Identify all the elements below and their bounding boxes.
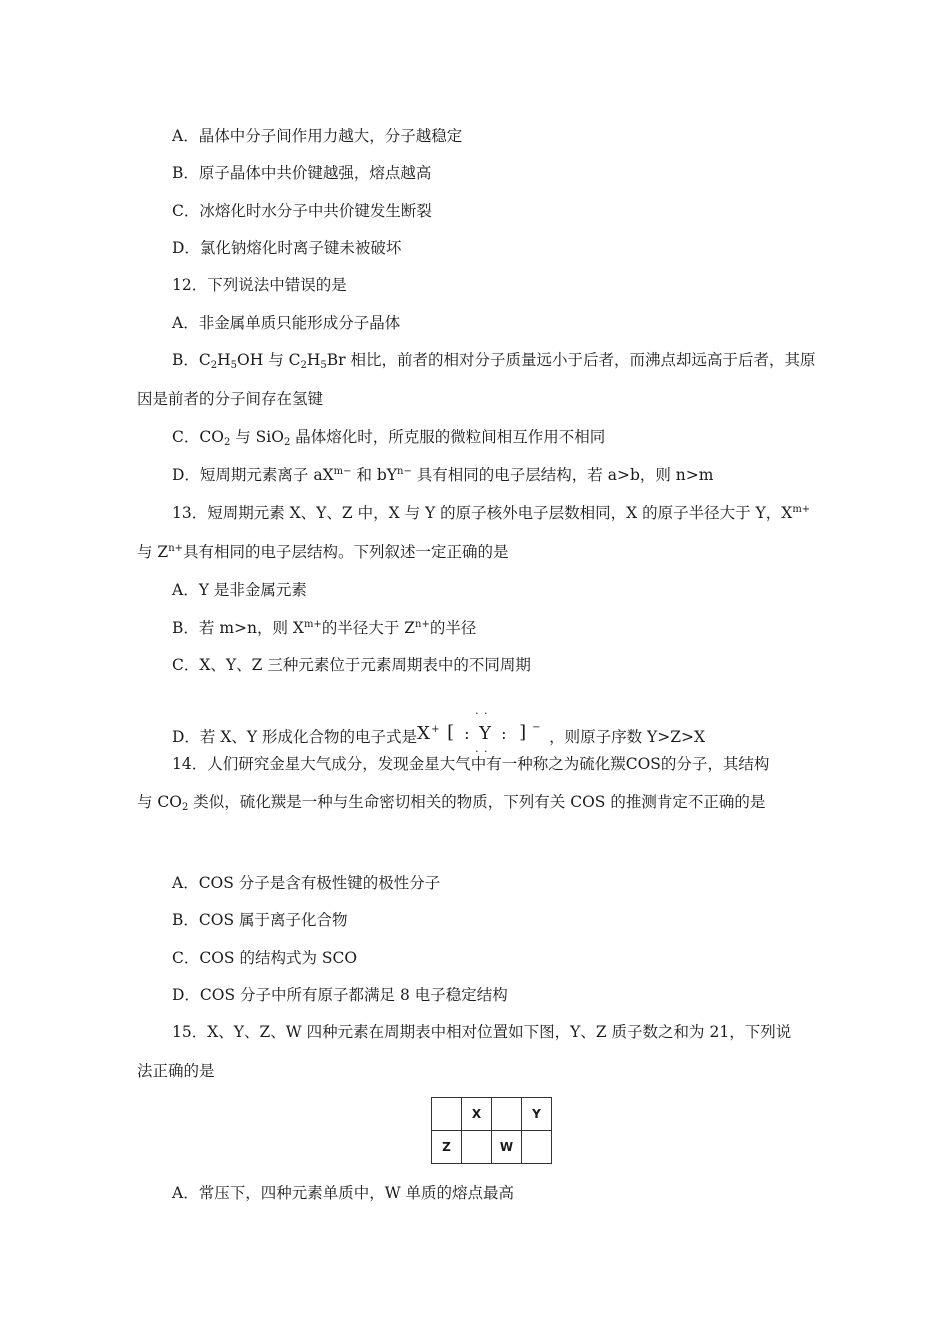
q15-stem: 15．X、Y、Z、W 四种元素在周期表中相对位置如下图，Y、Z 质子数之和为 21，下列说: [172, 1023, 792, 1041]
q12-option-b-cont: 因是前者的分子间存在氢键: [137, 390, 324, 408]
grid-cell: W: [492, 1131, 522, 1164]
q14-stem-cont: 与 $CO_2$ 类似，硫化羰是一种与生命密切相关的物质，下列有关 COS 的推测肯定不正确的是: [137, 793, 766, 813]
q12-option-b: B．$C_2H_5OH$ 与 $C_2H_5Br$ 相比，前者的相对分子质量远小于后者，而沸点却远高于后者，其原: [172, 351, 816, 371]
q15-option-a: A．常压下，四种元素单质中，W 单质的熔点最高: [172, 1184, 515, 1202]
q14-option-b: B．COS 属于离子化合物: [172, 911, 348, 929]
grid-cell: [522, 1131, 552, 1164]
q13-stem-cont: 与 $Z^{n+}$具有相同的电子层结构。下列叙述一定正确的是: [137, 543, 509, 561]
grid-cell: [432, 1098, 462, 1131]
q11-option-a: A．晶体中分子间作用力越大，分子越稳定: [172, 127, 463, 145]
grid-cell: [462, 1131, 492, 1164]
grid-cell: Z: [432, 1131, 462, 1164]
table-row: [432, 1098, 552, 1131]
q11-option-b: B．原子晶体中共价键越强，熔点越高: [172, 164, 432, 182]
grid-cell: Y: [522, 1098, 552, 1131]
q14-stem: 14．人们研究金星大气成分，发现金星大气中有一种称之为硫化羰COS的分子，其结构: [172, 755, 770, 773]
q11-option-d: D．氯化钠熔化时离子键未被破坏: [172, 239, 402, 257]
q12-option-a: A．非金属单质只能形成分子晶体: [172, 314, 401, 332]
q13-option-c: C．X、Y、Z 三种元素位于元素周期表中的不同周期: [172, 656, 531, 674]
q12-stem: 12．下列说法中错误的是: [172, 276, 347, 294]
q14-option-d: D．COS 分子中所有原子都满足 8 电子稳定结构: [172, 986, 508, 1004]
grid-cell: [492, 1098, 522, 1131]
q13-option-a: A．Y 是非金属元素: [172, 581, 307, 599]
grid-cell: X: [462, 1098, 492, 1131]
q12-option-c: C．$CO_2$ 与 SiO$_2$ 晶体熔化时，所克服的微粒间相互作用不相同: [172, 428, 606, 448]
q13-option-d: D．若 X、Y 形成化合物的电子式是 X + [ · · : Y : · · ] − ，则原子序数 Y>Z>X: [172, 707, 706, 758]
q15-stem-cont: 法正确的是: [137, 1062, 215, 1080]
q14-option-a: A．COS 分子是含有极性键的极性分子: [172, 874, 441, 892]
electron-formula: X + [ · · : Y : · · ] −: [417, 707, 541, 758]
q14-option-c: C．COS 的结构式为 SCO: [172, 949, 358, 967]
table-row: [432, 1131, 552, 1164]
periodic-table-fragment: [431, 1097, 552, 1164]
q12-option-d: D．短周期元素离子 $aX^{m-}$ 和 $bY^{n-}$ 具有相同的电子层结构，若 a>b，则 n>m: [172, 466, 714, 484]
q13-stem: 13．短周期元素 X、Y、Z 中，X 与 Y 的原子核外电子层数相同，X 的原子半径大于 Y，$X^{m+}$: [172, 504, 811, 522]
q11-option-c: C．冰熔化时水分子中共价键发生断裂: [172, 202, 432, 220]
q13-option-b: B．若 m>n，则 $X^{m+}$的半径大于 $Z^{n+}$的半径: [172, 619, 477, 637]
